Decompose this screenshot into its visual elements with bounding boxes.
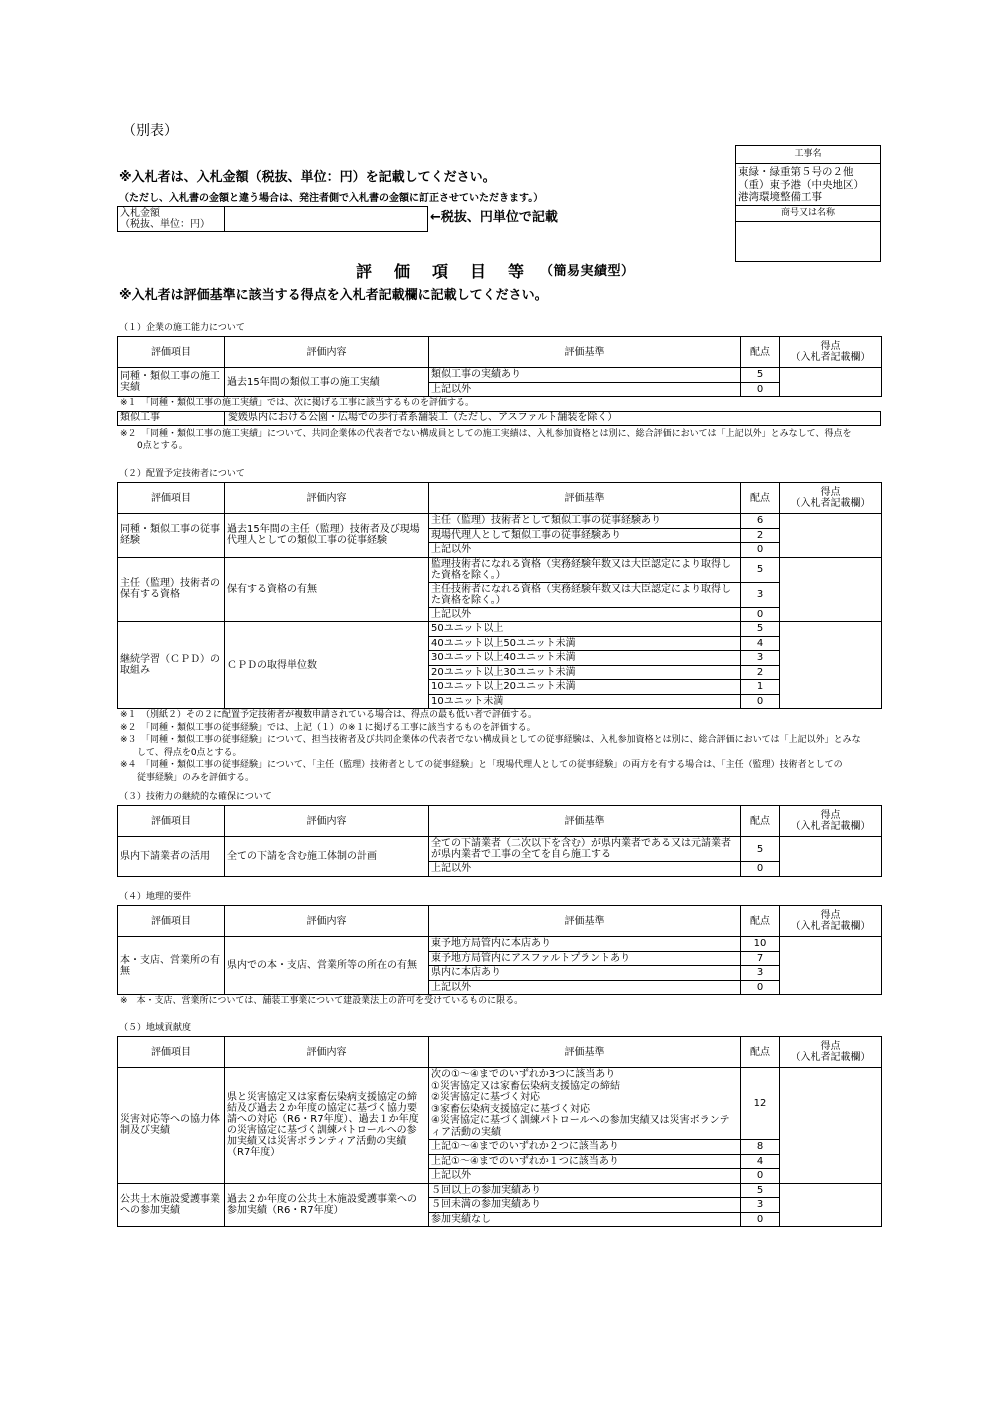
note-line: ※３ 「同種・類似工事の従事経験」について、担当技術者及び共同企業体の代表者でない構成員としての従事経験は、入札参加資格とは別に、総合評価においては「上記以外」とみな	[120, 735, 861, 746]
evaluation-criteria: 参加実績なし	[429, 1212, 741, 1227]
evaluation-criteria: 30ユニット以上40ユニット未満	[429, 651, 741, 666]
table-row	[118, 622, 882, 637]
header-content: 評価内容	[225, 337, 429, 368]
score-entry-cell	[780, 1068, 882, 1184]
points-value: 3	[741, 966, 780, 981]
evaluation-section	[117, 1022, 881, 1227]
definition-label: 類似工事	[118, 412, 225, 425]
header-row	[118, 906, 882, 937]
points-value: 3	[741, 651, 780, 666]
points-value: 6	[741, 514, 780, 529]
header-criteria: 評価基準	[429, 806, 741, 837]
note	[117, 734, 881, 759]
evaluation-section	[117, 791, 881, 877]
points-value: 0	[741, 1169, 780, 1184]
section-heading: （１）企業の施工能力について	[119, 323, 245, 333]
note	[117, 995, 881, 1008]
table-row	[118, 514, 882, 529]
score-entry-cell	[780, 514, 882, 558]
points-value: 0	[741, 607, 780, 622]
header-item: 評価項目	[118, 337, 225, 368]
header-points: 配点	[741, 337, 780, 368]
evaluation-criteria: 50ユニット以上	[429, 622, 741, 637]
points-value: 0	[741, 382, 780, 397]
evaluation-criteria: 県内に本店あり	[429, 966, 741, 981]
points-value: 5	[741, 368, 780, 383]
evaluation-criteria: ５回未満の参加実績あり	[429, 1198, 741, 1213]
score-entry-cell	[780, 622, 882, 709]
company-name-header: 商号又は名称	[736, 205, 880, 222]
header-content: 評価内容	[225, 906, 429, 937]
header-content: 評価内容	[225, 483, 429, 514]
evaluation-content: 県内での本・支店、営業所等の所在の有無	[225, 937, 429, 995]
evaluation-criteria: 20ユニット以上30ユニット未満	[429, 665, 741, 680]
evaluation-item: 公共土木施設愛護事業への参加実績	[118, 1183, 225, 1227]
note-line: ※２ 「同種・類似工事の施工実績」について、共同企業体の代表者でない構成員としての施工実績は、入札参加資格とは別に、総合評価においては「上記以外」とみなして、得点を	[120, 428, 852, 439]
evaluation-section	[117, 891, 881, 1008]
evaluation-criteria: 上記以外	[429, 1169, 741, 1184]
evaluation-criteria: 上記①～④までのいずれか１つに該当あり	[429, 1154, 741, 1169]
header-score-title: 得点	[820, 487, 841, 498]
header-score-sub: （入札者記載欄）	[790, 498, 871, 509]
section-heading: （５）地域貢献度	[119, 1023, 192, 1033]
header-criteria: 評価基準	[429, 906, 741, 937]
table-row	[118, 1183, 882, 1198]
note-line: ※１ 「同種・類似工事の施工実績」では、次に掲げる工事に該当するものを評価する。	[120, 398, 475, 408]
points-value: 8	[741, 1140, 780, 1155]
score-entry-cell	[780, 368, 882, 397]
header-score-sub: （入札者記載欄）	[790, 921, 871, 932]
evaluation-criteria: 40ユニット以上50ユニット未満	[429, 636, 741, 651]
page-subtitle: （簡易実績型）	[540, 264, 635, 279]
project-info-box	[735, 145, 881, 262]
criteria-line: ①災害協定又は家畜伝染病支援協定の締結	[431, 1080, 620, 1092]
header-score-title: 得点	[820, 810, 841, 821]
table-row	[118, 1068, 882, 1140]
page-title: 評 価 項 目 等	[356, 262, 528, 281]
criteria-line: 次の①～④までのいずれか3つに該当あり	[431, 1069, 616, 1080]
evaluation-criteria: 上記以外	[429, 543, 741, 558]
header-content: 評価内容	[225, 1037, 429, 1068]
header-score	[780, 906, 882, 937]
table-header	[118, 806, 882, 837]
table-row	[118, 368, 882, 383]
table-row	[118, 937, 882, 952]
evaluation-content: 保有する資格の有無	[225, 557, 429, 622]
header-score-sub: （入札者記載欄）	[790, 821, 871, 832]
section-heading: （３）技術力の継続的な確保について	[119, 792, 272, 802]
note-continuation: して、得点を0点とする。	[137, 747, 242, 758]
evaluation-criteria: 10ユニット未満	[429, 694, 741, 709]
table-header	[118, 483, 882, 514]
note	[117, 397, 881, 410]
evaluation-criteria	[429, 1068, 741, 1140]
points-value: 5	[741, 557, 780, 582]
evaluation-table	[117, 905, 882, 995]
header-points: 配点	[741, 483, 780, 514]
evaluation-criteria: 上記以外	[429, 980, 741, 995]
evaluation-criteria: 監理技術者になれる資格（実務経験年数又は大臣認定により取得した資格を除く。）	[429, 557, 741, 582]
header-row	[118, 337, 882, 368]
evaluation-item: 同種・類似工事の施工実績	[118, 368, 225, 397]
points-value: 10	[741, 937, 780, 952]
note-line: ※ 本・支店、営業所については、舗装工事業について建設業法上の許可を受けているものに限る。	[120, 996, 524, 1006]
criteria-line: ④災害協定に基づく訓練パトロールへの参加実績又は災害ボランティア活動の実績	[431, 1115, 730, 1138]
header-item: 評価項目	[118, 483, 225, 514]
header-points: 配点	[741, 806, 780, 837]
evaluation-section	[117, 322, 881, 453]
table-body	[118, 1068, 882, 1227]
header-score-title: 得点	[820, 1041, 841, 1052]
header-score-title: 得点	[820, 341, 841, 352]
evaluation-content: 過去15年間の類似工事の施工実績	[225, 368, 429, 397]
bid-notice: ※入札者は、入札金額（税抜、単位：円）を記載してください。	[119, 170, 496, 185]
points-value: 3	[741, 582, 780, 607]
bid-hint: ←税抜、円単位で記載	[430, 210, 558, 225]
score-entry-cell	[780, 557, 882, 622]
evaluation-content: 県と災害協定又は家畜伝染病支援協定の締結及び過去２か年度の協定に基づく協力要請への対応（R6・R7年度）、過去１か年度の災害協定に基づく訓練パトロールへの参加実績又は災害ボランティア活動の実績（R7年度）	[225, 1068, 429, 1184]
similar-work-definition	[117, 411, 881, 426]
points-value: 0	[741, 862, 780, 877]
table-row	[118, 837, 882, 862]
evaluation-item: 継続学習（ＣＰＤ）の取組み	[118, 622, 225, 709]
evaluation-table	[117, 805, 882, 877]
evaluation-criteria: 東予地方局管内にアスファルトプラントあり	[429, 951, 741, 966]
header-score-sub: （入札者記載欄）	[790, 1052, 871, 1063]
evaluation-content: 全ての下請を含む施工体制の計画	[225, 837, 429, 877]
header-item: 評価項目	[118, 1037, 225, 1068]
table-header	[118, 906, 882, 937]
evaluation-criteria: 上記以外	[429, 607, 741, 622]
header-score-sub: （入札者記載欄）	[790, 352, 871, 363]
points-value: 4	[741, 1154, 780, 1169]
points-value: 2	[741, 528, 780, 543]
header-item: 評価項目	[118, 906, 225, 937]
evaluation-content: 過去２か年度の公共土木施設愛護事業への参加実績（R6・R7年度）	[225, 1183, 429, 1227]
points-value: 0	[741, 980, 780, 995]
evaluation-criteria: 主任（監理）技術者として類似工事の従事経験あり	[429, 514, 741, 529]
table-body	[118, 937, 882, 995]
evaluation-criteria: 10ユニット以上20ユニット未満	[429, 680, 741, 695]
criteria-line: ②災害協定に基づく対応	[431, 1092, 540, 1103]
header-score	[780, 1037, 882, 1068]
header-row	[118, 483, 882, 514]
table-body	[118, 837, 882, 877]
points-value: 12	[741, 1068, 780, 1140]
criteria-line: ③家畜伝染病支援協定に基づく対応	[431, 1103, 590, 1115]
note-line: ※１ （別紙２）その２に配置予定技術者が複数申請されている場合は、得点の最も低い者で評価する。	[120, 710, 538, 720]
header-content: 評価内容	[225, 806, 429, 837]
points-value: 3	[741, 1198, 780, 1213]
evaluation-table	[117, 336, 882, 397]
evaluation-section	[117, 468, 881, 785]
note	[117, 722, 881, 735]
header-points: 配点	[741, 1037, 780, 1068]
evaluation-criteria: 類似工事の実績あり	[429, 368, 741, 383]
score-notice: ※入札者は評価基準に該当する得点を入札者記載欄に記載してください。	[119, 288, 548, 303]
evaluation-criteria: 上記①～④までのいずれか２つに該当あり	[429, 1140, 741, 1155]
bid-amount-label-line: 入札金額	[120, 208, 160, 219]
evaluation-item: 主任（監理）技術者の保有する資格	[118, 557, 225, 622]
evaluation-content: ＣＰＤの取得単位数	[225, 622, 429, 709]
evaluation-criteria: 主任技術者になれる資格（実務経験年数又は大臣認定により取得した資格を除く。）	[429, 582, 741, 607]
evaluation-item: 県内下請業者の活用	[118, 837, 225, 877]
points-value: 4	[741, 636, 780, 651]
evaluation-item: 同種・類似工事の従事経験	[118, 514, 225, 558]
header-row	[118, 1037, 882, 1068]
points-value: 5	[741, 622, 780, 637]
note	[117, 709, 881, 722]
note-line: ※４ 「同種・類似工事の従事経験」について、「主任（監理）技術者としての従事経験」と「現場代理人としての従事経験」の両方を有する場合は、「主任（監理）技術者としての	[120, 760, 843, 771]
header-points: 配点	[741, 906, 780, 937]
points-value: 0	[741, 1212, 780, 1227]
section-heading: （４）地理的要件	[119, 892, 192, 902]
project-name-header: 工事名	[736, 146, 880, 164]
evaluation-criteria: 上記以外	[429, 862, 741, 877]
note-continuation: 従事経験」のみを評価する。	[137, 772, 255, 783]
header-item: 評価項目	[118, 806, 225, 837]
evaluation-criteria: 全ての下請業者（二次以下を含む）が県内業者である又は元請業者が県内業者で工事の全てを自ら施工する	[429, 837, 741, 862]
evaluation-item: 本・支店、営業所の有無	[118, 937, 225, 995]
header-score	[780, 337, 882, 368]
points-value: 7	[741, 951, 780, 966]
project-name-line: 東緑・緑重第５号の２他	[738, 166, 854, 178]
header-row	[118, 806, 882, 837]
definition-text: 愛媛県内における公園・広場での歩行者系舗装工（ただし、アスファルト舗装を除く）	[228, 411, 618, 423]
evaluation-content: 過去15年間の主任（監理）技術者及び現場代理人としての類似工事の従事経験	[225, 514, 429, 558]
header-score	[780, 483, 882, 514]
appendix-label: （別表）	[122, 123, 178, 139]
note	[117, 759, 881, 784]
header-score	[780, 806, 882, 837]
points-value: 0	[741, 543, 780, 558]
bid-amount-box	[117, 206, 428, 232]
table-row	[118, 557, 882, 582]
evaluation-table	[117, 482, 882, 709]
note-continuation: 0点とする。	[137, 441, 188, 452]
evaluation-item: 災害対応等への協力体制及び実績	[118, 1068, 225, 1184]
score-entry-cell	[780, 1183, 882, 1227]
bid-notice-sub: （ただし、入札書の金額と違う場合は、発注者側で入札書の金額に訂正させていただきます。）	[119, 193, 544, 204]
evaluation-criteria: 上記以外	[429, 382, 741, 397]
score-entry-cell	[780, 937, 882, 995]
header-score-title: 得点	[820, 910, 841, 921]
score-entry-cell	[780, 837, 882, 877]
note-line: ※２ 「同種・類似工事の従事経験」では、上記（１）の※１に掲げる工事に該当するものを評価する。	[120, 722, 536, 733]
points-value: 5	[741, 837, 780, 862]
table-header	[118, 337, 882, 368]
note	[117, 428, 881, 453]
project-name-line: （重）東予港（中央地区）	[738, 178, 864, 191]
section-heading: （２）配置予定技術者について	[119, 469, 245, 479]
bid-amount-entry	[225, 207, 427, 231]
project-name	[736, 164, 880, 205]
header-criteria: 評価基準	[429, 483, 741, 514]
bid-amount-label	[118, 207, 225, 231]
points-value: 2	[741, 665, 780, 680]
bid-amount-label-unit: （税抜、単位：円）	[120, 219, 210, 230]
header-criteria: 評価基準	[429, 1037, 741, 1068]
header-criteria: 評価基準	[429, 337, 741, 368]
table-header	[118, 1037, 882, 1068]
project-name-line: 港湾環境整備工事	[738, 191, 822, 203]
table-body	[118, 514, 882, 709]
points-value: 1	[741, 680, 780, 695]
evaluation-table	[117, 1036, 882, 1227]
points-value: 0	[741, 694, 780, 709]
evaluation-criteria: 現場代理人として類似工事の従事経験あり	[429, 528, 741, 543]
evaluation-criteria: ５回以上の参加実績あり	[429, 1183, 741, 1198]
evaluation-criteria: 東予地方局管内に本店あり	[429, 937, 741, 952]
company-name-entry	[736, 222, 880, 260]
table-body	[118, 368, 882, 397]
points-value: 5	[741, 1183, 780, 1198]
